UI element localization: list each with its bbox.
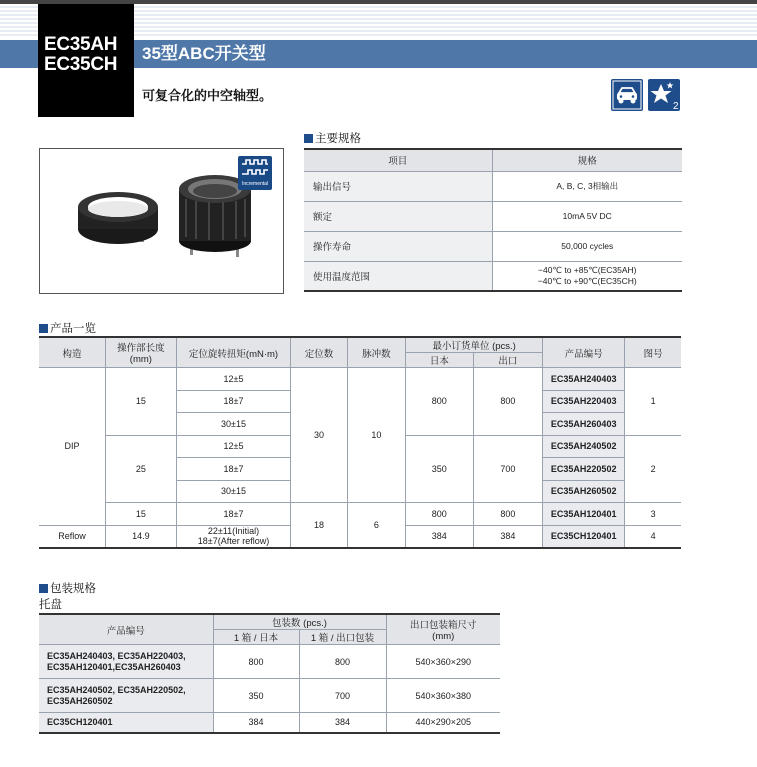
table-row — [39, 368, 681, 391]
length-cell: 15 — [106, 503, 177, 526]
series-title: 35型ABC开关型 — [142, 44, 266, 63]
spec-label: 额定 — [304, 201, 492, 231]
torque-cell — [176, 525, 291, 548]
part-number: EC35AH260502 — [543, 480, 625, 503]
col-moq-japan: 日本 — [406, 353, 474, 368]
length-cell: 15 — [106, 368, 177, 436]
model-line-1: EC35AH — [44, 34, 118, 55]
spec-row — [304, 231, 682, 261]
moq-export-cell: 700 — [473, 435, 543, 503]
moq-japan-cell: 800 — [406, 368, 474, 436]
torque-after-reflow: 18±7(After reflow) — [197, 536, 270, 546]
pack-qty-ex: 800 — [299, 645, 386, 679]
part-number: EC35AH260403 — [543, 413, 625, 436]
moq-export-cell: 800 — [473, 503, 543, 526]
table-row — [39, 679, 500, 713]
col-fig: 图号 — [625, 337, 681, 368]
section-marker-icon — [304, 134, 313, 143]
model-line-2: EC35CH — [44, 54, 118, 75]
col-torque: 定位旋转扭矩(mN·m) — [176, 337, 291, 368]
length-cell: 25 — [106, 435, 177, 503]
packing-subtitle: 托盘 — [39, 599, 62, 611]
pack-part-line: EC35AH240502, EC35AH220502, — [47, 684, 186, 695]
car-icon — [611, 79, 643, 111]
torque-cell: 18±7 — [176, 458, 291, 481]
fig-cell: 4 — [625, 525, 681, 548]
spec-table — [304, 148, 682, 292]
pack-col-box — [386, 614, 500, 645]
moq-export-cell: 384 — [473, 525, 543, 548]
pack-box-size: 540×360×380 — [386, 679, 500, 713]
col-length-label: 操作部长度 — [117, 343, 165, 354]
spec-header-item: 项目 — [304, 149, 492, 171]
torque-cell: 30±15 — [176, 480, 291, 503]
part-number: EC35AH240403 — [543, 368, 625, 391]
pack-col-qty-jp: 1 箱 / 日本 — [213, 630, 299, 645]
temp-range-ch: −40℃ to +90℃(EC35CH) — [537, 275, 637, 286]
torque-cell: 12±5 — [176, 435, 291, 458]
torque-cell: 12±5 — [176, 368, 291, 391]
spec-value — [492, 261, 682, 291]
spec-label: 操作寿命 — [304, 231, 492, 261]
pulse-cell: 6 — [347, 503, 405, 548]
col-detents: 定位数 — [291, 337, 347, 368]
product-section-title — [39, 320, 96, 336]
detent-cell: 30 — [291, 368, 347, 503]
pack-qty-jp: 350 — [213, 679, 299, 713]
incremental-icon — [238, 156, 272, 190]
torque-cell: 18±7 — [176, 503, 291, 526]
structure-dip: DIP — [39, 368, 106, 526]
spec-row — [304, 261, 682, 291]
pack-col-box-unit: (mm) — [432, 631, 455, 642]
model-name — [44, 35, 117, 75]
torque-cell: 18±7 — [176, 390, 291, 413]
product-table — [39, 336, 681, 549]
moq-japan-cell: 350 — [406, 435, 474, 503]
incremental-label: Incremental — [241, 181, 269, 187]
temp-range-ah: −40℃ to +85℃(EC35AH) — [538, 264, 637, 275]
section-marker-icon — [39, 324, 48, 333]
pack-col-part-no: 产品编号 — [39, 614, 213, 645]
table-row — [39, 503, 681, 526]
col-pulses: 脉冲数 — [347, 337, 405, 368]
col-moq: 最小订货单位 (pcs.) — [406, 337, 543, 353]
pack-part-numbers — [39, 679, 213, 713]
spec-row — [304, 171, 682, 201]
pack-part-line: EC35AH240403, EC35AH220403, — [47, 650, 186, 661]
spec-title-text: 主要规格 — [315, 133, 361, 145]
length-cell: 14.9 — [106, 525, 177, 548]
pack-col-box-label: 出口包装箱尺寸 — [409, 620, 477, 631]
pack-part-numbers: EC35CH120401 — [39, 713, 213, 733]
col-moq-export: 出口 — [473, 353, 543, 368]
packing-title-text: 包装规格 — [50, 583, 96, 595]
spec-value: 50,000 cycles — [492, 231, 682, 261]
fig-cell: 1 — [625, 368, 681, 436]
torque-initial: 22±11(Initial) — [207, 526, 260, 536]
section-marker-icon — [39, 584, 48, 593]
col-part-no: 产品编号 — [543, 337, 625, 368]
spec-value: 10mA 5V DC — [492, 201, 682, 231]
product-title-text: 产品一览 — [50, 323, 96, 335]
pack-qty-ex: 700 — [299, 679, 386, 713]
pack-col-qty-ex: 1 箱 / 出口包装 — [299, 630, 386, 645]
table-row — [39, 713, 500, 733]
part-number: EC35AH120401 — [543, 503, 625, 526]
spec-header-spec: 规格 — [492, 149, 682, 171]
part-number: EC35AH220502 — [543, 458, 625, 481]
moq-japan-cell: 384 — [406, 525, 474, 548]
packing-section-title — [39, 580, 96, 596]
pack-qty-ex: 384 — [299, 713, 386, 733]
spec-row — [304, 201, 682, 231]
encoder-ring-image — [78, 192, 158, 244]
pack-part-line: EC35AH120401,EC35AH260403 — [47, 661, 181, 672]
pack-col-qty: 包装数 (pcs.) — [213, 614, 386, 630]
pulse-cell: 10 — [347, 368, 405, 503]
fig-cell: 2 — [625, 435, 681, 503]
moq-japan-cell: 800 — [406, 503, 474, 526]
pack-part-line: EC35AH260502 — [47, 695, 113, 706]
packing-table — [39, 613, 500, 734]
table-row — [39, 645, 500, 679]
star-2-icon — [648, 79, 680, 111]
pack-box-size: 440×290×205 — [386, 713, 500, 733]
fig-cell: 3 — [625, 503, 681, 526]
product-subtitle: 可复合化的中空轴型。 — [142, 88, 273, 103]
pack-qty-jp: 384 — [213, 713, 299, 733]
moq-export-cell: 800 — [473, 368, 543, 436]
spec-label: 使用温度范围 — [304, 261, 492, 291]
col-length-unit: (mm) — [129, 354, 152, 365]
spec-section-title — [304, 130, 361, 146]
pack-qty-jp: 800 — [213, 645, 299, 679]
part-number: EC35AH220403 — [543, 390, 625, 413]
part-number: EC35CH120401 — [543, 525, 625, 548]
col-length — [106, 337, 177, 368]
spec-value: A, B, C, 3相输出 — [492, 171, 682, 201]
spec-label: 输出信号 — [304, 171, 492, 201]
torque-cell: 30±15 — [176, 413, 291, 436]
pack-part-numbers — [39, 645, 213, 679]
detent-cell: 18 — [291, 503, 347, 548]
structure-reflow: Reflow — [39, 525, 106, 548]
part-number: EC35AH240502 — [543, 435, 625, 458]
svg-text:2: 2 — [673, 101, 679, 111]
col-structure: 构造 — [39, 337, 106, 368]
pack-box-size: 540×360×290 — [386, 645, 500, 679]
